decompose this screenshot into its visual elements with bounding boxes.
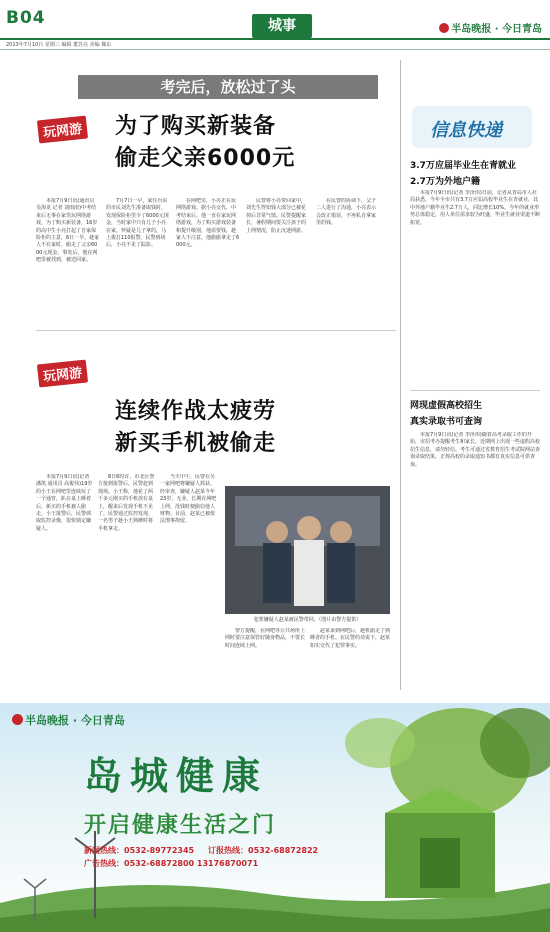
story2-paragraph: 当天中午，民警在另一家网吧将嫌疑人抓获。经审查，嫌疑人赵某今年23岁，无业，长期在网吧上网，没钱时便偷窃他人财物。目前，赵某已被依法刑事拘留。 <box>160 474 217 525</box>
ad-subtitle: 开启健康生活之门 <box>84 813 277 838</box>
photo-caption: 犯罪嫌疑人赵某被民警带回。（图片由警方提供） <box>253 617 362 623</box>
header-rule <box>0 38 550 40</box>
sidebar-item1-body <box>410 190 540 380</box>
ad-brand-text: 半岛晚报 · 今日青岛 <box>25 714 125 727</box>
story2-headline-line1: 连续作战太疲劳 <box>115 399 277 424</box>
story1-tag: 玩网游 <box>37 116 88 144</box>
story2-column-5 <box>310 628 390 682</box>
sidebar-item2-subtitle: 真实录取书可查询 <box>410 417 483 427</box>
sidebar-divider <box>410 390 540 391</box>
sidebar-item1-subtitle: 2.7万为外地户籍 <box>410 177 480 187</box>
story1-headline-line1: 为了购买新装备 <box>115 114 277 139</box>
ad-title: 岛城健康 <box>84 754 269 798</box>
column-divider <box>400 60 401 690</box>
story1-column-5 <box>316 198 380 318</box>
ad-brand-logo <box>12 712 125 728</box>
quick-news-label: 信息快递 <box>430 120 502 141</box>
section-title: 城事 <box>252 14 312 38</box>
header-divider <box>0 49 550 50</box>
story2-column-1 <box>36 474 94 682</box>
story2-column-2 <box>98 474 156 682</box>
story2-headline-line2: 新买手机被偷走 <box>115 431 277 456</box>
story1-column-1 <box>36 198 100 318</box>
story1-column-3 <box>176 198 240 318</box>
brand-logo <box>439 20 542 35</box>
story2-tag: 玩网游 <box>37 360 88 388</box>
story2-paragraph: 警方提醒，在网吧等公共场所上网时要注意保管好随身物品，不要长时间连续上网。 <box>225 628 305 649</box>
story2-paragraph: 赵某来到网吧后，趁机偷走了熟睡者的手机。在民警的劝说下，赵某如实交代了犯罪事实。 <box>310 628 390 649</box>
story2-paragraph: 8日6时许，市北区警方接到报警后，民警赶到现场。小王称，他花了两千多元刚买的手机放在桌上，醒来后发现手机不见了。民警通过监控发现，一名男子趁小王熟睡时将手机拿走。 <box>98 474 155 532</box>
story2-paragraph: 本报7月9日讯(记者 潘凯 通讯员 高俊伟)19岁的小王在网吧里连续玩了一个通宵，趴在桌上睡着后，新买的手机被人偷走。小王报警后，民警调取监控录像，很快锁定嫌疑人。 <box>36 474 93 532</box>
police-photo-image <box>225 486 390 614</box>
brand-text: 半岛晚报 · 今日青岛 <box>451 24 542 35</box>
page-number: B04 <box>6 8 46 28</box>
ad-subscription-hotline: 订报热线：0532-68872822 <box>208 846 319 855</box>
sidebar-paragraph: 本报7月9日讯(记者 李泽伟)日前，记者从青岛市人社局获悉，今年全市共有3.7万应届高校毕业生在青就业，其中外地户籍毕业生2.7万人，同比增长10%。今年的就业形势总体稳定，用人单位需求较为旺盛，毕业生就业渠道不断拓宽。 <box>410 190 540 226</box>
ad-news-hotline: 新闻热线：0532-89772345 <box>84 846 195 855</box>
story1-paragraph: 在民警的协调下，父子二人进行了沟通，小亮表示会改正错误，不再私自拿家里的钱。 <box>316 198 377 227</box>
story1-headline-line2: 偷走父亲6000元 <box>115 146 296 171</box>
sidebar-item2-body <box>410 432 540 687</box>
logo-dot-icon <box>12 714 23 725</box>
story1-paragraph: 在网吧里，小亮正在玩网络游戏。据小亮交代，中考结束后，他一直在家玩网络游戏，为了购买游戏装备和提升级别，他需要钱。趁家人不注意，他偷偷拿走了6000元。 <box>176 198 240 249</box>
story1-column-4 <box>246 198 310 318</box>
top-banner: 考完后，放松过了头 <box>78 75 378 99</box>
story1-column-2 <box>106 198 170 318</box>
dateline: 2013年7月10日 星期三 编辑 董苏亮 美编 佩东 <box>6 42 112 48</box>
story-divider <box>36 330 396 331</box>
story1-paragraph: 本报7月9日讯(通讯员 吴海龙 记者 刘雨雨)中考结束后无事在家里玩网络游戏，为了购买新装备，16岁的高中生小亮打起了自家保险柜的主意，6日一早，趁家人不在家时，偷走了父亲6000元现金。事发后，他在网吧里被找到，被送回家。 <box>36 198 100 264</box>
story2-column-3 <box>160 474 218 682</box>
ad-advertising-hotline: 广告热线：0532-68872800 13176870071 <box>84 859 259 868</box>
sidebar-paragraph: 本报7月9日讯(记者 李泽伟)随着高考录取工作的开始，市招考办提醒考生和家长，近期网上出现一些虚假高校招生信息，请勿轻信。考生可通过省教育招生考试院网站查询录取结果，正规高校的录取通知书都有真实信息可供查询。 <box>410 432 540 468</box>
story1-paragraph: 7月7日一早，家住台东的市民刘先生准备取钱时，发现保险柜里少了6000元现金，当时家中只有儿子小亮在家，怀疑是儿子拿的，马上拨打110报警。民警到场后，小亮不见了踪影。 <box>106 198 169 249</box>
sidebar-item1-title: 3.7万应届毕业生在青就业 <box>410 161 516 171</box>
sidebar-item2-title: 网现虚假高校招生 <box>410 401 483 411</box>
logo-dot-icon <box>439 23 449 33</box>
story1-paragraph: 民警将小亮带回家中，刘先生得知钱大部分已被花掉后非常气愤。民警提醒家长，暑假期间要关注孩子的上网情况，防止沉迷网游。 <box>246 198 307 234</box>
news-photo <box>225 486 390 614</box>
story2-column-4 <box>225 628 305 682</box>
